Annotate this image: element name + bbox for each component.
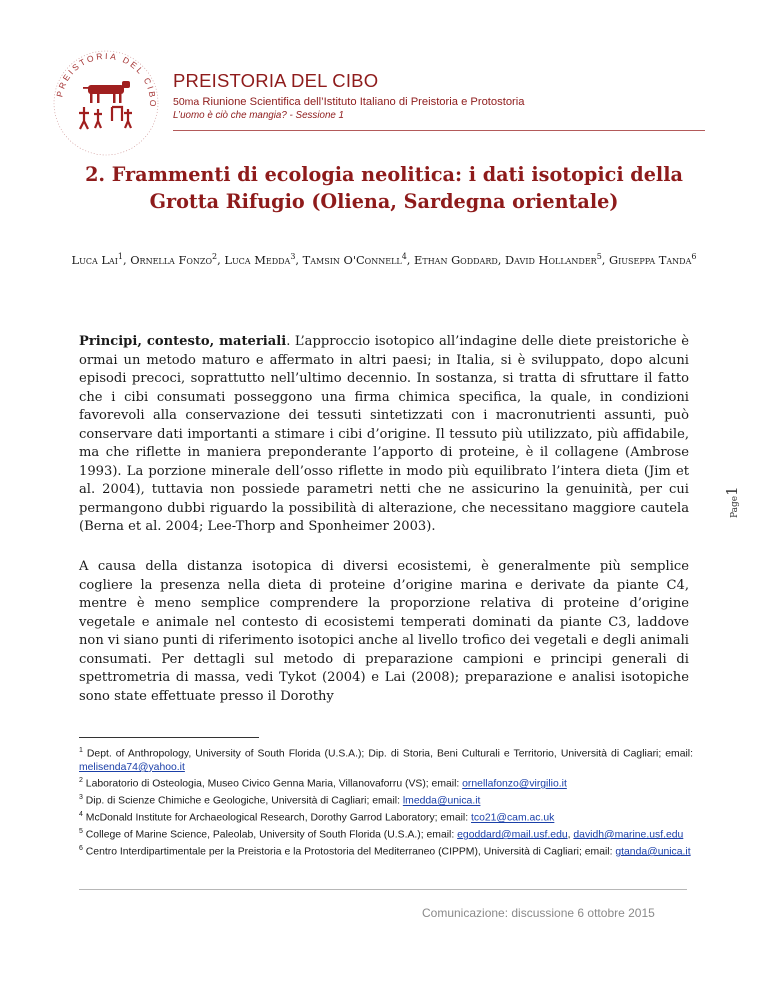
- author-affiliation: 4: [401, 252, 407, 261]
- author-name: David Hollander: [505, 252, 597, 267]
- email-link[interactable]: tco21@cam.ac.uk: [471, 812, 555, 824]
- footnote: $^2$ Laboratorio di Osteologia, Museo Civico Genna Maria, Villanovaforru (VS); email: ornellafonzo@virgilio.it: [79, 777, 567, 790]
- footer-text: Comunicazione: discussione 6 ottobre 2015: [422, 906, 655, 920]
- author-name: Luca Lai: [71, 252, 118, 267]
- author-name: Luca Medda: [224, 252, 291, 267]
- author-affiliation: 5: [596, 252, 602, 261]
- email-link[interactable]: lmedda@unica.it: [402, 795, 481, 807]
- author-affiliation: 3: [290, 252, 296, 261]
- header-subtitle: [173, 96, 525, 108]
- paragraph-heading: Principi, contesto, materiali: [79, 334, 287, 349]
- author-name: Giuseppa Tanda: [609, 252, 692, 267]
- page-label: Page: [730, 495, 740, 518]
- email-link[interactable]: ornellafonzo@virgilio.it: [462, 778, 567, 790]
- footnotes: [79, 744, 693, 859]
- svg-text:PREISTORIA DEL CIBO: [54, 51, 158, 109]
- author-list: Luca Lai$^1$, Ornella Fonzo$^2$, Luca Medda$^3$, Tamsin O'Connell$^4$, Ethan Goddard, David Hollander$^5$, Giuseppa Tanda$^6$: [71, 252, 697, 267]
- email-link[interactable]: davidh@marine.usf.edu: [573, 829, 684, 841]
- email-link[interactable]: melisenda74@yahoo.it: [79, 761, 185, 773]
- footnote: $^6$ Centro Interdipartimentale per la Preistoria e la Protostoria del Mediterraneo (CIPPM), Università di Cagliari; email: gtanda@unica.it: [79, 844, 691, 858]
- article-title: 2. Frammenti di ecologia neolitica: i dati isotopici della Grotta Rifugio (Oliena, Sardegna orientale): [85, 163, 683, 213]
- author-affiliation: 6: [691, 252, 697, 261]
- paragraph-2: A causa della distanza isotopica di diversi ecosistemi, è generalmente più semplice cogliere la presenza nella dieta di proteine d’origine marina e derivate da piante C4, mentre è meno semplice comprendere la proporzione relativa di proteine d’origine vegetale e animale nel contesto di ecosistemi temperati dominati da piante C3, laddove non vi siano punti di riferimento isotopici anche al livello trofico dei vegetali e degli animali consumati. Per dettagli sul metodo di preparazione campioni e principi generali di spettrometria di massa, vedi Tykot (2004) e Lai (2008); preparazione e analisi isotopiche sono state effettuate presso il Dorothy: [79, 559, 689, 704]
- header-divider: [173, 130, 705, 131]
- subtitle-ordinal: 50ma: [173, 96, 200, 108]
- footnote: $^3$ Dip. di Scienze Chimiche e Geologiche, Università di Cagliari; email: lmedda@unica.it: [79, 794, 481, 807]
- author-name: Tamsin O'Connell: [302, 252, 402, 267]
- animal-figure-icon: [83, 81, 130, 103]
- author-name: Ethan Goddard: [414, 252, 498, 267]
- preistoria-del-cibo-logo: [50, 47, 162, 159]
- logo-ring-text: PREISTORIA DEL CIBO: [54, 50, 159, 110]
- email-link[interactable]: gtanda@unica.it: [615, 846, 691, 858]
- subtitle-text: Riunione Scientifica dell’Istituto Italiano di Preistoria e Protostoria: [199, 96, 525, 108]
- header-title: PREISTORIA DEL CIBO: [173, 70, 379, 91]
- header-session: L’uomo è ciò che mangia? - Sessione 1: [173, 110, 345, 121]
- paragraph-1-text: . L’approccio isotopico all’indagine delle diete preistoriche è ormai un metodo maturo e affermato in altri paesi; in Italia, si è sviluppato, dopo alcuni episodi precoci, soprattutto nell’ultimo decennio. In sostanza, si tratta di sfruttare il fatto che i cibi consumati posseggono una firma chimica specifica, la quale, in condizioni favorevoli alla conservazione dei tessuti sintetizzati con i macronutrienti assunti, può conservare dati importanti a stimare i cibi d’origine. Il tessuto più utilizzato, più affidabile, ma che riflette in maniera preponderante l’apporto di proteine, è il collagene (Ambrose 1993). La porzione minerale dell’osso riflette in modo più equilibrato l’intera dieta (Jim et al. 2004), tuttavia non possiede parametri netti che ne assicurino la genuinità, per cui permangono dubbi riguardo la possibilità di alterazione, che necessitano maggiore cautela (Berna et al. 2004; Lee-Thorp and Sponheimer 2003).: [79, 334, 689, 534]
- author-affiliation: 2: [212, 252, 218, 261]
- paragraph-1: [79, 333, 689, 537]
- side-page-number: [722, 486, 741, 518]
- footnote-separator: [79, 737, 259, 738]
- footnote: $^4$ McDonald Institute for Archaeological Research, Dorothy Garrod Laboratory; email: tco21@cam.ac.uk: [79, 811, 555, 824]
- footnote: $^5$ College of Marine Science, Paleolab, University of South Florida (U.S.A.); email: egoddard@mail.usf.edu, davidh@marine.usf.edu: [79, 827, 684, 841]
- human-figures-icon: [79, 107, 132, 129]
- footer-divider: [79, 889, 687, 890]
- email-link[interactable]: egoddard@mail.usf.edu: [457, 829, 568, 841]
- page-number: 1: [723, 486, 741, 496]
- author-affiliation: 1: [117, 252, 123, 261]
- footnote: $^1$ Dept. of Anthropology, University of South Florida (U.S.A.); Dip. di Storia, Beni Culturali e Territorio, Università di Cagliari; email: melisenda74@yahoo.it: [79, 747, 693, 773]
- author-name: Ornella Fonzo: [130, 252, 213, 267]
